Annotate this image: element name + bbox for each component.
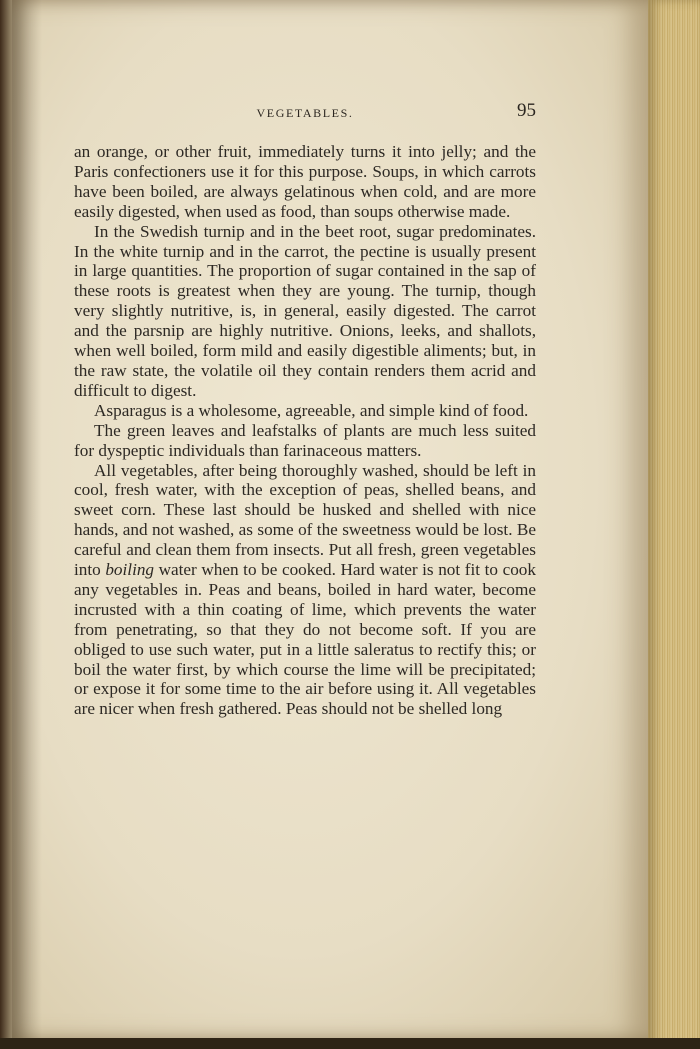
bottom-edge xyxy=(0,1038,700,1049)
running-head: VEGETABLES. xyxy=(256,106,354,120)
text-run: an orange, or other fruit, immediately turns it into jelly; and the Paris confectioners use it for this purpose. Soups, in which carrots have been boiled, are always gelatinous when cold, and are more easily digested, when used as food, than soups otherwise made. xyxy=(74,142,536,221)
gutter-shadow xyxy=(12,0,42,1040)
page-block-edge xyxy=(648,0,700,1049)
text-run: All vegetables, after being thoroughly washed, should be left in cool, fresh water, with the exception of peas, shelled beans, and sweet corn. These last should be husked and shelled with nice hands, and not washed, as some of the sweetness would be lost. Be careful and clean them from insects. Put all fresh, green vegetables into xyxy=(74,460,536,580)
page-header xyxy=(74,100,536,124)
paragraph xyxy=(74,401,536,421)
paragraph xyxy=(74,222,536,401)
paragraph xyxy=(74,421,536,461)
italic-text: boiling xyxy=(105,560,155,580)
paragraph xyxy=(74,461,536,720)
paragraph xyxy=(74,142,536,222)
body-text xyxy=(74,142,536,719)
text-run: The green leaves and leafstalks of plants are much less suited for dyspeptic individuals than farinaceous matters. xyxy=(74,420,536,460)
text-run: water when to be cooked. Hard water is not fit to cook any vegetables in. Peas and beans, boiled in hard water, become incrusted with a thin coating of lime, which prevents the water from penetrating, so that they do not become soft. If you are obliged to use such water, put in a little saleratus to rectify this; or boil the water first, by which course the lime will be precipitated; or expose it for some time to the air before using it. All vegetables are nicer when fresh gathered. Peas should not be shelled long xyxy=(74,560,536,719)
text-run: In the Swedish turnip and in the beet root, sugar predominates. In the white turnip and in the carrot, the pectine is usually present in large quantities. The proportion of sugar contained in the sap of these roots is greatest when they are young. The turnip, though very slightly nutritive, is, in general, easily digested. The carrot and the parsnip are highly nutritive. Onions, leeks, and shallots, when well boiled, form mild and easily digestible aliments; but, in the raw state, the volatile oil they contain renders them acrid and difficult to digest. xyxy=(74,221,536,400)
page-number: 95 xyxy=(517,100,536,121)
text-run: Asparagus is a wholesome, agreeable, and simple kind of food. xyxy=(94,400,529,420)
